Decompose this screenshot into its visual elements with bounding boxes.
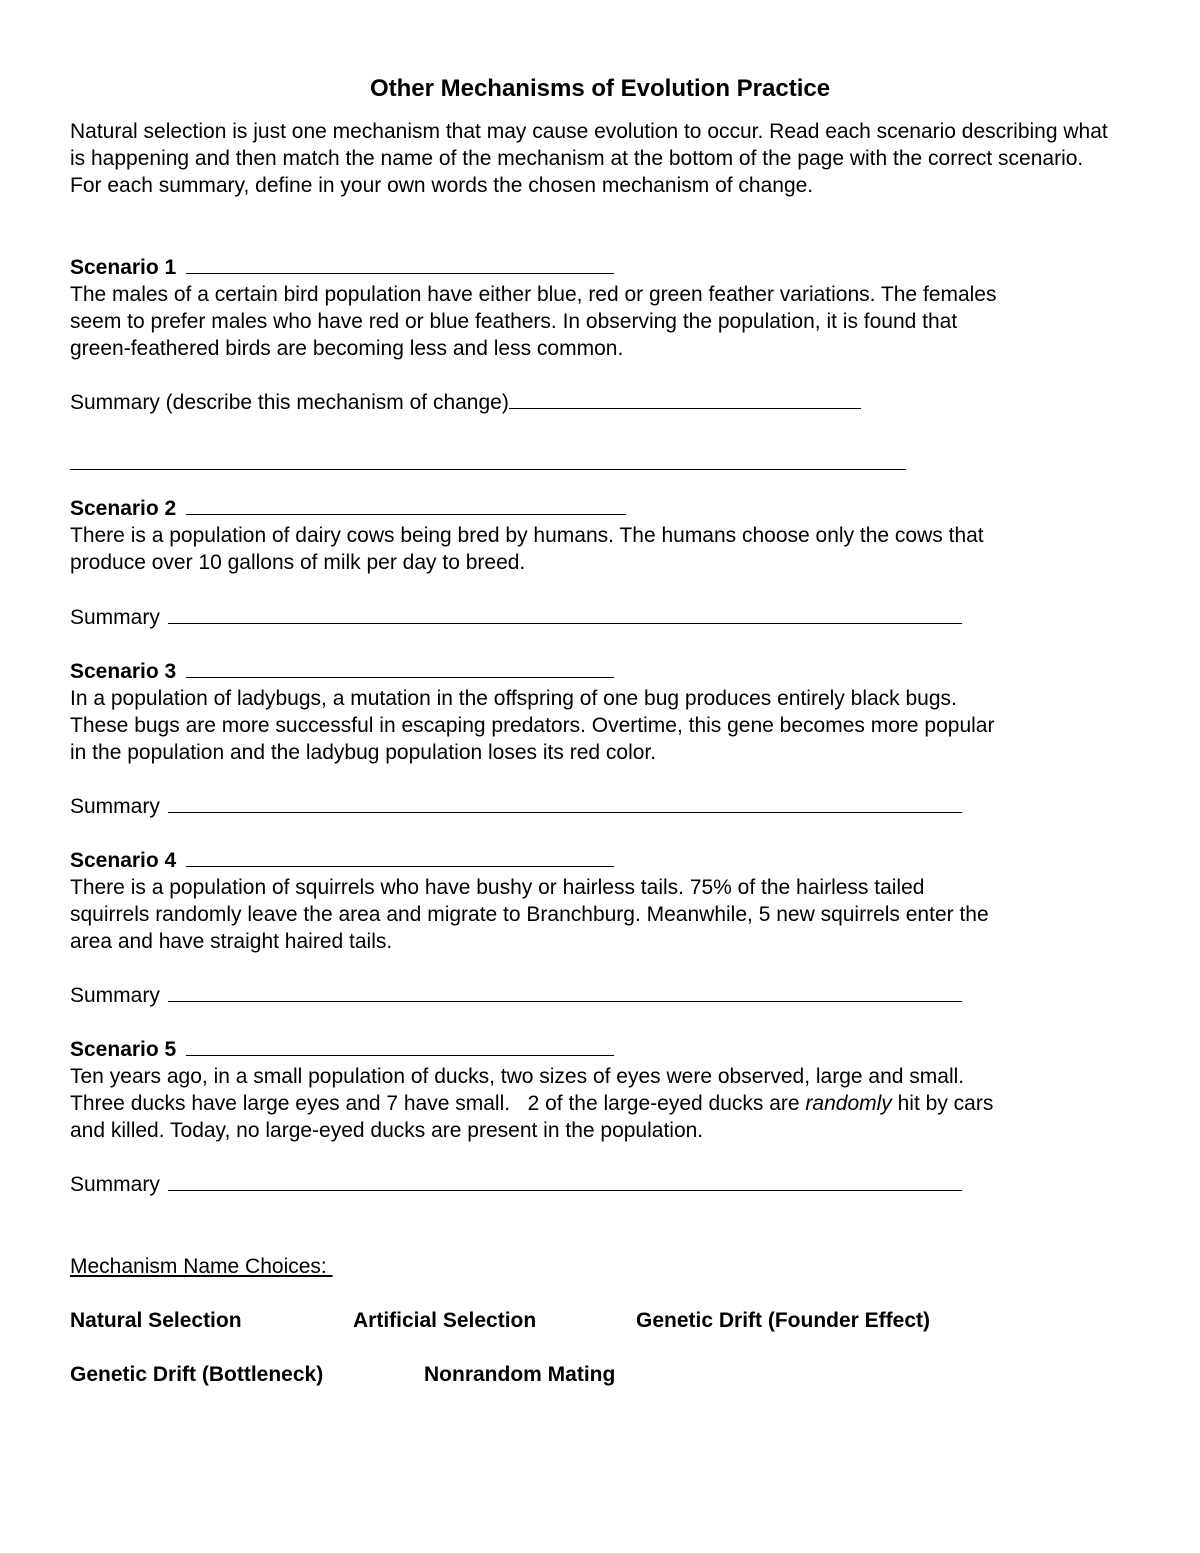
scenario-4-heading bbox=[70, 847, 1130, 874]
scenario-5-heading bbox=[70, 1036, 1130, 1063]
page-title: Other Mechanisms of Evolution Practice bbox=[369, 75, 831, 102]
choices-heading: Mechanism Name Choices: bbox=[70, 1255, 333, 1278]
scenario-5 bbox=[70, 1036, 1130, 1198]
scenario-5-summary bbox=[70, 1171, 1130, 1198]
worksheet-page bbox=[70, 70, 1130, 1388]
scenario-4-line-3: area and have straight haired tails. bbox=[70, 930, 393, 953]
scenario-1-answer-line[interactable] bbox=[186, 255, 614, 274]
scenario-5-line-2-a: Three ducks have large eyes and 7 have small. 2 of the large-eyed ducks are bbox=[70, 1092, 806, 1115]
scenario-1 bbox=[70, 254, 1130, 470]
scenario-5-summary-label: Summary bbox=[70, 1173, 160, 1196]
scenario-4-label: Scenario 4 bbox=[70, 849, 177, 872]
choice-natural-selection: Natural Selection bbox=[70, 1309, 242, 1332]
scenario-1-summary-line-2[interactable] bbox=[70, 451, 906, 470]
scenario-3-summary bbox=[70, 793, 1130, 820]
scenario-5-line-2-b: hit by cars bbox=[891, 1092, 994, 1115]
scenario-5-emphasis: randomly bbox=[805, 1092, 892, 1115]
scenario-2-answer-line[interactable] bbox=[186, 496, 626, 515]
scenario-1-line-3: green-feathered birds are becoming less and less common. bbox=[70, 337, 624, 360]
scenario-3-line-2: These bugs are more successful in escaping predators. Overtime, this gene becomes more popular bbox=[70, 714, 995, 737]
scenario-5-label: Scenario 5 bbox=[70, 1038, 177, 1061]
scenario-2-line-1: There is a population of dairy cows being bred by humans. The humans choose only the cows that bbox=[70, 524, 984, 547]
scenario-5-line-3: and killed. Today, no large-eyed ducks are present in the population. bbox=[70, 1119, 704, 1142]
scenario-4-summary bbox=[70, 982, 1130, 1009]
scenario-3-line-3: in the population and the ladybug population loses its red color. bbox=[70, 741, 657, 764]
scenario-2-summary-line[interactable] bbox=[168, 605, 962, 624]
choice-artificial-selection: Artificial Selection bbox=[353, 1309, 537, 1332]
scenario-1-summary-label: Summary (describe this mechanism of change) bbox=[70, 391, 509, 414]
choice-bottleneck: Genetic Drift (Bottleneck) bbox=[70, 1363, 324, 1386]
choice-nonrandom-mating: Nonrandom Mating bbox=[424, 1363, 616, 1386]
scenario-2-label: Scenario 2 bbox=[70, 497, 177, 520]
scenario-1-summary bbox=[70, 389, 1130, 416]
scenario-4-line-2: squirrels randomly leave the area and migrate to Branchburg. Meanwhile, 5 new squirrels enter the bbox=[70, 903, 989, 926]
scenario-5-line-2 bbox=[70, 1090, 1130, 1117]
scenario-4-line-1: There is a population of squirrels who have bushy or hairless tails. 75% of the hairless tailed bbox=[70, 876, 925, 899]
scenario-3-summary-line[interactable] bbox=[168, 794, 962, 813]
scenario-3-summary-label: Summary bbox=[70, 795, 160, 818]
mechanism-choices bbox=[70, 1253, 1130, 1388]
scenario-1-heading bbox=[70, 254, 1130, 281]
scenario-1-line-1: The males of a certain bird population have either blue, red or green feather variations. The females bbox=[70, 283, 997, 306]
intro-paragraph: Natural selection is just one mechanism that may cause evolution to occur. Read each scenario describing what is happening and then match the name of the mechanism at the bottom of the page with the correct scenario. For each summary, define in your own words the chosen mechanism of change. bbox=[70, 120, 1108, 197]
scenario-4-summary-label: Summary bbox=[70, 984, 160, 1007]
scenario-5-answer-line[interactable] bbox=[186, 1037, 614, 1056]
scenario-2-line-2: produce over 10 gallons of milk per day to breed. bbox=[70, 551, 526, 574]
scenario-3-heading bbox=[70, 658, 1130, 685]
choices-row-1 bbox=[70, 1307, 1130, 1334]
scenario-3 bbox=[70, 658, 1130, 820]
scenario-3-line-1: In a population of ladybugs, a mutation in the offspring of one bug produces entirely black bugs. bbox=[70, 687, 957, 710]
scenario-3-answer-line[interactable] bbox=[186, 659, 614, 678]
scenario-1-line-2: seem to prefer males who have red or blue feathers. In observing the population, it is found that bbox=[70, 310, 958, 333]
scenario-5-summary-line[interactable] bbox=[168, 1172, 962, 1191]
scenario-5-line-1: Ten years ago, in a small population of ducks, two sizes of eyes were observed, large and small. bbox=[70, 1065, 965, 1088]
choice-founder-effect: Genetic Drift (Founder Effect) bbox=[636, 1309, 931, 1332]
scenario-4-summary-line[interactable] bbox=[168, 983, 962, 1002]
scenario-1-label: Scenario 1 bbox=[70, 256, 177, 279]
scenario-2-heading bbox=[70, 495, 1130, 522]
scenario-4-answer-line[interactable] bbox=[186, 848, 614, 867]
scenario-4 bbox=[70, 847, 1130, 1009]
scenario-1-summary-line[interactable] bbox=[509, 390, 861, 409]
choices-row-2 bbox=[70, 1361, 1130, 1388]
scenario-2 bbox=[70, 495, 1130, 631]
scenario-2-summary bbox=[70, 604, 1130, 631]
scenario-3-label: Scenario 3 bbox=[70, 660, 177, 683]
scenario-2-summary-label: Summary bbox=[70, 606, 160, 629]
